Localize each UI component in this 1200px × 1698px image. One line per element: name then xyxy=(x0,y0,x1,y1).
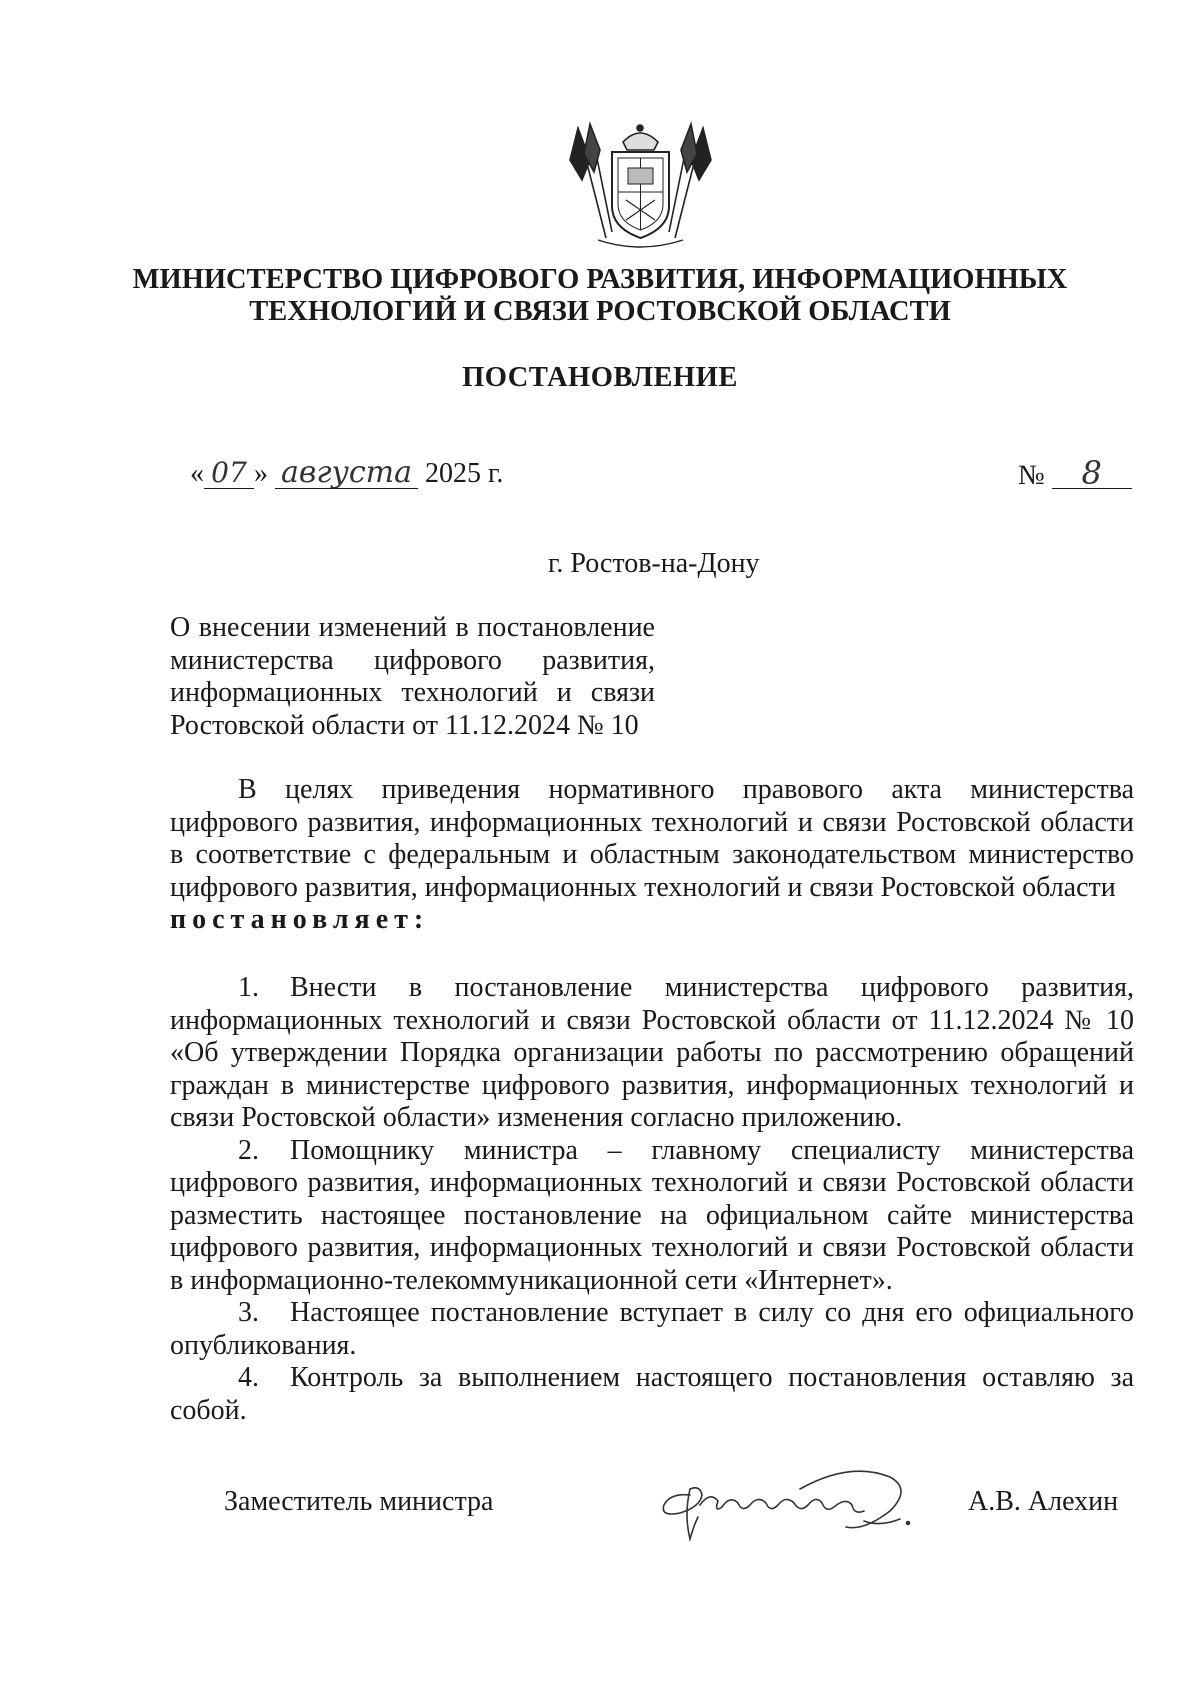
item-text: Помощнику министра – главному специалисту министерства цифрового развития, информационных технологий и связи Ростовской области разместить настоящее постановление на официальном сайте министерства цифрового развития, информационных технологий и связи Ростовской области в информационно-телекоммуникационной сети «Интернет». xyxy=(170,1134,1134,1296)
item-number: 3. xyxy=(238,1297,259,1328)
signatory-title: Заместитель министра xyxy=(224,1486,494,1517)
list-item xyxy=(170,972,1134,1135)
date-open-quote: « xyxy=(190,458,204,489)
decree-word: постановляет: xyxy=(170,904,430,935)
date-month: августа xyxy=(275,458,418,489)
city: г. Ростов-на-Дону xyxy=(548,548,760,579)
document-date xyxy=(190,455,504,490)
item-text: Настоящее постановление вступает в силу со дня его официального опубликования. xyxy=(170,1297,1134,1361)
item-number: 4. xyxy=(238,1362,259,1393)
preamble xyxy=(170,774,1134,937)
ministry-name xyxy=(0,264,1200,328)
document-subject: О внесении изменений в постановление министерства цифрового развития, информационных технологий и связи Ростовской области от 11.12.2024 № 10 xyxy=(170,612,655,741)
document-number xyxy=(1018,454,1132,492)
coat-of-arms-icon xyxy=(568,120,713,250)
ministry-name-line-2: ТЕХНОЛОГИЙ И СВЯЗИ РОСТОВСКОЙ ОБЛАСТИ xyxy=(249,296,951,327)
date-year: 2025 г. xyxy=(425,458,504,489)
signatory-name: А.В. Алехин xyxy=(968,1486,1119,1517)
date-day: 07 xyxy=(204,458,254,489)
number-value: 8 xyxy=(1052,458,1132,489)
item-text: Контроль за выполнением настоящего постановления оставляю за собой. xyxy=(170,1362,1134,1426)
signature-icon xyxy=(650,1455,925,1550)
list-item xyxy=(170,1362,1134,1427)
list-item xyxy=(170,1135,1134,1298)
item-text: Внести в постановление министерства цифрового развития, информационных технологий и связи Ростовской области от 11.12.2024 № 10 «Об утверждении Порядка организации работы по рассмотрению обращений граждан в министерстве цифрового развития, информационных технологий и связи Ростовской области» изменения согласно приложению. xyxy=(170,972,1134,1133)
ministry-name-line-1: МИНИСТЕРСТВО ЦИФРОВОГО РАЗВИТИЯ, ИНФОРМАЦИОННЫХ xyxy=(132,264,1068,295)
item-number: 2. xyxy=(238,1134,259,1166)
number-label: № xyxy=(1018,460,1045,491)
preamble-text: В целях приведения нормативного правового акта министерства цифрового развития, информационных технологий и связи Ростовской области в соответствие с федеральным и областным законодательством министерство цифрового развития, информационных технологий и связи Ростовской области xyxy=(170,774,1134,903)
decree-items xyxy=(170,972,1134,1427)
date-close-quote: » xyxy=(254,458,268,489)
item-number: 1. xyxy=(238,972,259,1003)
list-item xyxy=(170,1297,1134,1362)
document-type: ПОСТАНОВЛЕНИЕ xyxy=(462,362,738,393)
